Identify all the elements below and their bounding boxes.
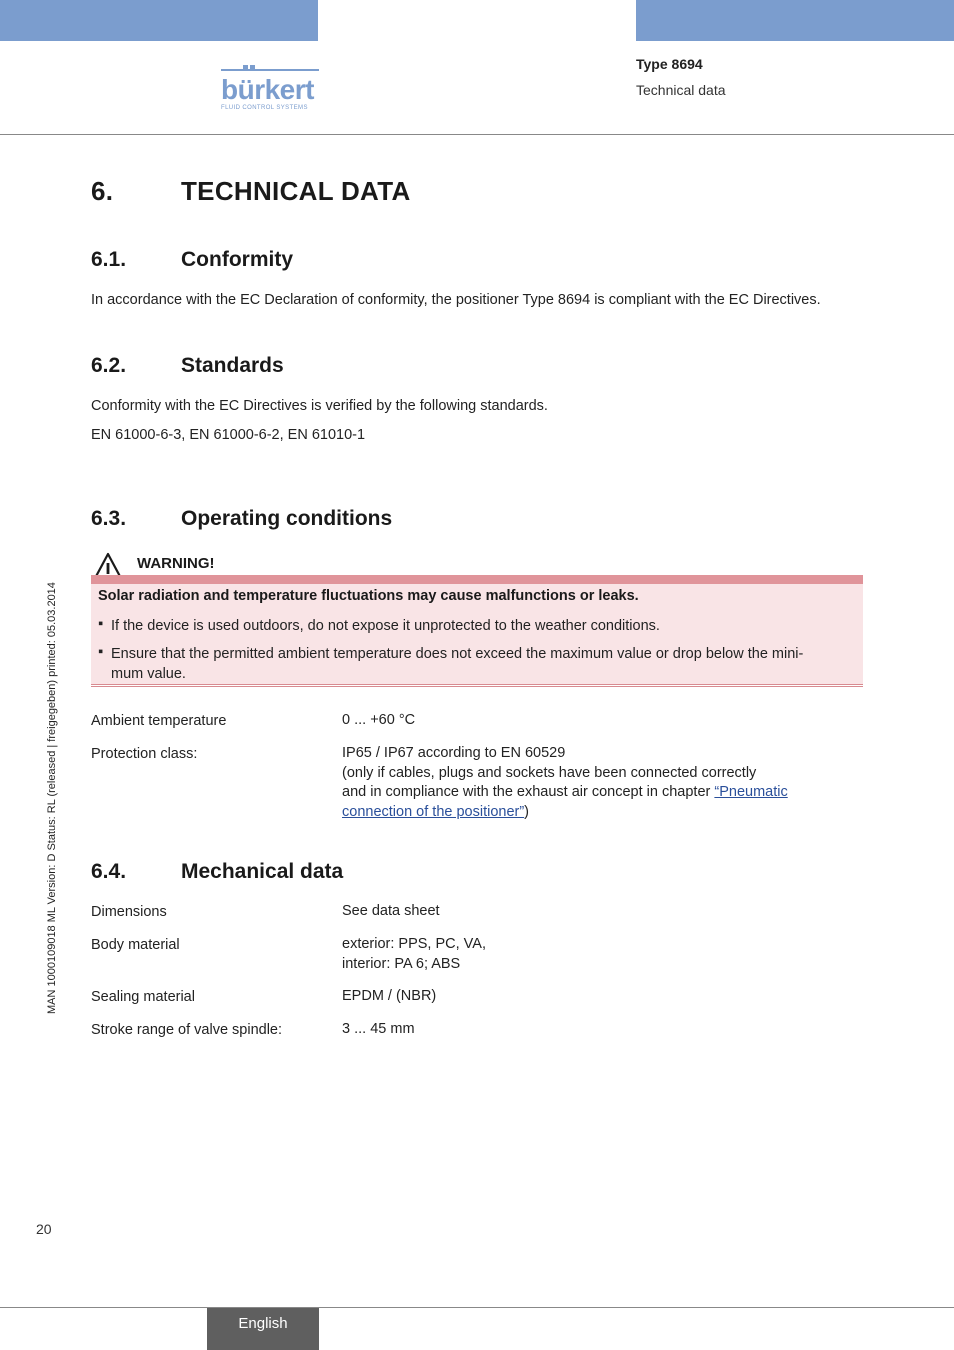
bullet-icon: ▪: [98, 616, 104, 632]
warning-divider: [91, 684, 863, 685]
header-band-left: [0, 0, 318, 41]
pneumatic-connection-link[interactable]: “Pneumatic: [714, 784, 788, 800]
chapter-title: TECHNICAL DATA: [181, 176, 411, 206]
standards-text: Conformity with the EC Directives is verified by the following standards.: [91, 398, 548, 414]
ambient-temperature-value: 0 ... +60 °C: [342, 712, 416, 728]
protection-line: (only if cables, plugs and sockets have been connected correctly: [342, 764, 757, 781]
section-title: Mechanical data: [181, 860, 344, 883]
section-heading-conformity: [91, 248, 293, 272]
header-type-label: Type 8694: [636, 56, 703, 72]
bullet-icon: ▪: [98, 644, 104, 660]
header-section-label: Technical data: [636, 82, 726, 98]
section-number: 6.1.: [91, 248, 127, 271]
chapter-number: 6.: [91, 176, 114, 206]
logo-tagline: FLUID CONTROL SYSTEMS: [221, 105, 308, 111]
protection-line: IP65 / IP67 according to EN 60529: [342, 745, 566, 761]
footer-divider: [0, 1307, 954, 1308]
section-number: 6.4.: [91, 860, 127, 883]
section-number: 6.2.: [91, 354, 127, 377]
header-band-right: [636, 0, 954, 41]
pneumatic-connection-link[interactable]: connection of the positioner”: [342, 803, 525, 820]
warning-bullet: [98, 616, 848, 636]
protection-line: [342, 803, 788, 823]
warning-bar: [91, 575, 863, 584]
warning-bullet: [98, 644, 848, 684]
protection-close: ): [524, 803, 530, 820]
warning-headline: Solar radiation and temperature fluctuations may cause malfunctions or leaks.: [98, 588, 639, 604]
section-number: 6.3.: [91, 507, 127, 530]
warning-bullet-text: Ensure that the permitted ambient temperature does not exceed the maximum value or drop below the mini-: [111, 646, 804, 662]
warning-bullet-text: If the device is used outdoors, do not expose it unprotected to the weather conditions.: [111, 618, 660, 634]
body-material-line: interior: PA 6; ABS: [342, 955, 461, 972]
body-material-value: [342, 935, 486, 974]
protection-class-value: [342, 744, 788, 822]
conformity-text: In accordance with the EC Declaration of conformity, the positioner Type 8694 is compliant with the EC Directives.: [91, 292, 821, 308]
section-title: Standards: [181, 354, 284, 377]
section-title: Conformity: [181, 248, 293, 271]
logo-wordmark: bürkert: [221, 74, 314, 105]
chapter-heading: [91, 176, 411, 207]
language-tab[interactable]: English: [207, 1308, 319, 1350]
stroke-range-value: 3 ... 45 mm: [342, 1021, 415, 1037]
dimensions-label: Dimensions: [91, 904, 167, 920]
body-material-label: Body material: [91, 937, 180, 953]
section-title: Operating conditions: [181, 507, 393, 530]
sealing-material-value: EPDM / (NBR): [342, 988, 437, 1004]
ambient-temperature-label: Ambient temperature: [91, 713, 227, 729]
warning-bullet-text-cont: mum value.: [111, 666, 186, 682]
standards-list: EN 61000-6-3, EN 61000-6-2, EN 61010-1: [91, 427, 366, 443]
protection-line: [342, 783, 788, 803]
protection-class-label: Protection class:: [91, 746, 198, 762]
warning-title: WARNING!: [137, 555, 215, 572]
section-heading-mechanical: [91, 860, 343, 884]
page-number: 20: [36, 1221, 52, 1237]
burkert-logo: [221, 58, 319, 111]
header-divider: [0, 134, 954, 135]
body-material-line: exterior: PPS, PC, VA,: [342, 936, 486, 952]
warning-divider: [91, 686, 863, 687]
logo-dots-icon: [221, 65, 319, 71]
dimensions-value: See data sheet: [342, 903, 440, 919]
stroke-range-label: Stroke range of valve spindle:: [91, 1022, 283, 1038]
section-heading-standards: [91, 354, 284, 378]
sealing-material-label: Sealing material: [91, 989, 195, 1005]
protection-line-text: and in compliance with the exhaust air concept in chapter: [342, 784, 715, 800]
section-heading-operating: [91, 507, 392, 531]
document-side-note: MAN 1000109018 ML Version: D Status: RL (released | freigegeben) printed: 05.03.2014: [46, 582, 58, 1014]
